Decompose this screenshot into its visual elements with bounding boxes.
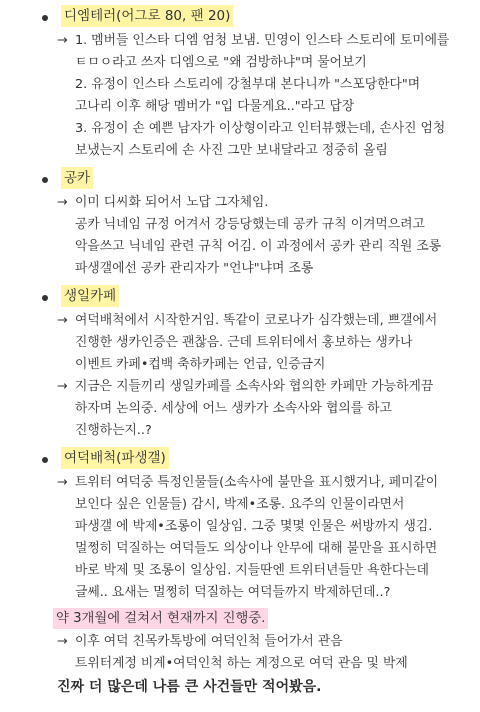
line-text: ㅌㅁㅇ라고 쓰자 디엠으로 "왜 검방하냐"며 물어보기 bbox=[75, 55, 367, 70]
line-text: 보인다 싶은 인물들) 감시, 박제•조롱. 요주의 인물이라면서 bbox=[75, 497, 405, 512]
arrow-icon: → bbox=[57, 475, 68, 490]
line-text: 2. 유정이 인스타 스토리에 강철부대 본다니까 "스포당한다"며 bbox=[75, 77, 421, 92]
line-text: 여덕배척에서 시작한거임. 똑같이 코로나가 심각했는데, 쁘갤에서 bbox=[75, 313, 438, 328]
text-line bbox=[0, 354, 480, 376]
notice-title: 약 3개월에 걸쳐서 현재까지 진행중. bbox=[53, 608, 268, 629]
line-text: 파생갤에선 공카 관리자가 "언냐"냐며 조롱 bbox=[75, 261, 314, 276]
text-line bbox=[0, 376, 480, 398]
section-title: 생일카페 bbox=[61, 285, 119, 307]
section-title: 여덕배척(파생갤) bbox=[61, 447, 169, 469]
text-line bbox=[0, 653, 480, 675]
line-text: 이벤트 카페•컵백 축하카페는 언급, 인증금지 bbox=[75, 357, 326, 372]
text-line bbox=[0, 236, 480, 258]
text-line bbox=[0, 52, 480, 74]
line-text: 보냈는지 스토리에 손 사진 그만 보내달라고 정중히 올림 bbox=[75, 143, 388, 158]
text-line bbox=[0, 30, 480, 52]
text-line bbox=[0, 258, 480, 280]
text-line bbox=[0, 582, 480, 604]
text-line bbox=[0, 516, 480, 538]
section-birthday-cafe bbox=[0, 283, 480, 442]
text-line bbox=[0, 538, 480, 560]
bullet-header bbox=[0, 283, 480, 310]
text-line bbox=[0, 192, 480, 214]
line-text: 공카 닉네임 규정 어겨서 강등당했는데 공카 규칙 이겨먹으려고 bbox=[75, 217, 425, 232]
text-line bbox=[0, 332, 480, 354]
arrow-icon: → bbox=[57, 33, 68, 48]
bullet-header bbox=[0, 3, 480, 30]
line-text: 진행하는지..? bbox=[75, 423, 152, 438]
line-text: 트위터계정 비계•여덕인척 하는 계정으로 여덕 관음 및 박제 bbox=[75, 656, 408, 671]
bullet-dot-icon bbox=[42, 457, 48, 463]
text-line bbox=[0, 74, 480, 96]
arrow-icon: → bbox=[57, 634, 68, 649]
line-text: 하자며 논의중. 세상에 어느 생카가 소속사와 협의를 하고 bbox=[75, 401, 392, 416]
bullet-header bbox=[0, 165, 480, 192]
text-line bbox=[0, 214, 480, 236]
line-text: 글쎄.. 요새는 멀쩡히 덕질하는 여덕들까지 박제하던데..? bbox=[75, 585, 391, 600]
closing-remark: 진짜 더 많은데 나름 큰 사건들만 적어봤음. bbox=[57, 679, 322, 695]
bullet-header bbox=[0, 445, 480, 472]
section-ongoing-notice bbox=[0, 606, 480, 675]
section-female-fan-exclusion bbox=[0, 445, 480, 604]
notice-header bbox=[0, 606, 480, 631]
arrow-icon: → bbox=[57, 379, 68, 394]
line-text: 멀쩡히 덕질하는 여덕들도 의상이나 안무에 대해 불만을 표시하면 bbox=[75, 541, 438, 556]
text-line bbox=[0, 140, 480, 162]
section-title: 디엠테러(어그로 80, 팬 20) bbox=[61, 5, 233, 27]
line-text: 지금은 지들끼리 생일카페를 소속사와 협의한 카페만 가능하게끔 bbox=[75, 379, 434, 394]
line-text: 진행한 생카인증은 괜찮음. 근데 트위터에서 홍보하는 생카나 bbox=[75, 335, 413, 350]
line-text: 파생갤 에 박제•조롱이 일상임. 그중 몇몇 인물은 써방까지 생김. bbox=[75, 519, 433, 534]
line-text: 1. 멤버들 인스타 디엠 엄청 보냄. 민영이 인스타 스토리에 토미에를 bbox=[75, 33, 450, 48]
section-title: 공카 bbox=[61, 167, 93, 189]
text-line bbox=[0, 398, 480, 420]
section-dm-terror bbox=[0, 3, 480, 162]
line-text: 이후 여덕 친목카톡방에 여덕인척 들어가서 관음 bbox=[75, 634, 343, 649]
arrow-icon: → bbox=[57, 195, 68, 210]
bullet-dot-icon bbox=[42, 177, 48, 183]
line-text: 고나리 이후 해당 멤버가 "입 다물게요.."라고 답장 bbox=[75, 99, 355, 114]
text-line bbox=[0, 96, 480, 118]
text-line bbox=[0, 560, 480, 582]
line-text: 트위터 여덕중 특정인물들(소속사에 불만을 표시했거나, 페미같이 bbox=[75, 475, 439, 490]
line-text: 바로 박제 및 조롱이 일상임. 지들딴엔 트위터년들만 욕한다는데 bbox=[75, 563, 429, 578]
text-line bbox=[0, 494, 480, 516]
arrow-icon: → bbox=[57, 313, 68, 328]
bullet-dot-icon bbox=[42, 15, 48, 21]
text-line bbox=[0, 420, 480, 442]
line-text: 이미 디씨화 되어서 노답 그자체임. bbox=[75, 195, 269, 210]
section-fancafe bbox=[0, 165, 480, 280]
line-text: 악을쓰고 닉네임 관련 규칙 어김. 이 과정에서 공카 관리 직원 조롱 bbox=[75, 239, 442, 254]
text-line bbox=[0, 310, 480, 332]
bullet-dot-icon bbox=[42, 295, 48, 301]
text-line bbox=[0, 472, 480, 494]
text-line bbox=[0, 631, 480, 653]
text-line bbox=[0, 118, 480, 140]
line-text: 3. 유정이 손 예쁜 남자가 이상형이라고 인터뷰했는데, 손사진 엄청 bbox=[75, 121, 446, 136]
